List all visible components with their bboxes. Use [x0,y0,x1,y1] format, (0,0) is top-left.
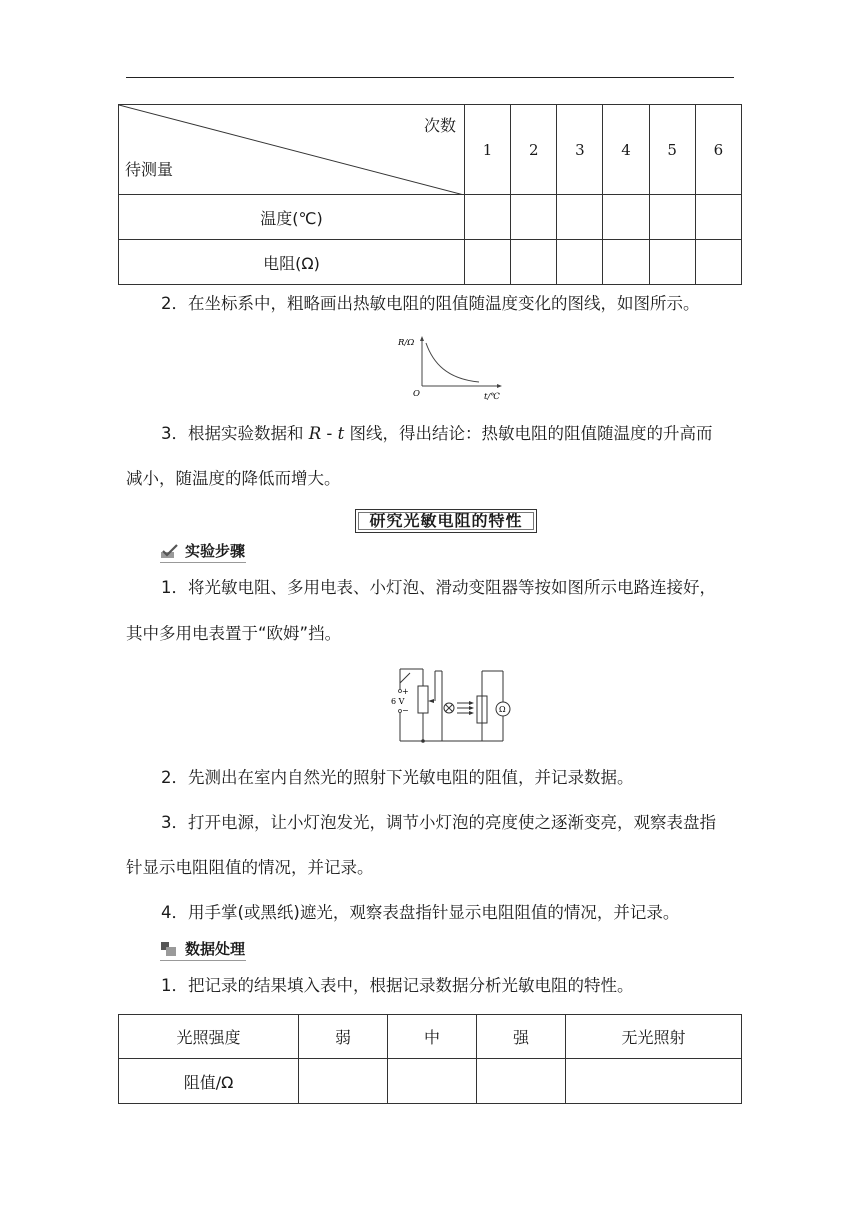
table-cell [557,195,603,240]
header-light-intensity: 光照强度 [119,1015,299,1059]
paragraph-3-line2: 减小，随温度的降低而增大。 [126,469,341,488]
heading1-underline [160,562,246,563]
var-t: t [337,424,345,443]
table-cell [603,240,649,285]
table-cell [477,1059,566,1104]
para3-dash: - [321,424,338,443]
processing-1: 1．把记录的结果填入表中，根据记录数据分析光敏电阻的特性。 [161,976,634,995]
graph-origin: O [413,389,420,399]
para3-suffix: 图线，得出结论：热敏电阻的阻值随温度的升高而 [344,424,713,443]
graph-ylabel: R/Ω [398,338,415,348]
circuit-plus: + [402,687,409,696]
heading-experiment-steps [160,541,245,561]
column-header: 3 [557,105,603,195]
circuit-diagram [390,661,520,746]
step-1-line1: 1．将光敏电阻、多用电表、小灯泡、滑动变阻器等按如图所示电路连接好， [161,578,716,597]
row-label-resistance-value: 阻值/Ω [119,1059,299,1104]
heading2-underline [160,960,246,961]
var-r: R [308,424,322,443]
light-intensity-table [118,1014,742,1104]
table-cell [566,1059,742,1104]
table-cell [603,195,649,240]
table-cell [511,195,557,240]
table-cell [695,195,741,240]
heading1-label: 实验步骤 [185,542,246,560]
row-label-resistance: 电阻(Ω) [119,240,465,285]
column-header: 1 [465,105,511,195]
table-cell [649,195,695,240]
resistance-temperature-graph [395,333,515,403]
header-weak: 弱 [299,1015,388,1059]
table-cell [299,1059,388,1104]
table-cell [649,240,695,285]
table-cell [388,1059,477,1104]
heading2-label: 数据处理 [185,940,246,958]
corner-bottom-label: 待测量 [125,160,174,179]
step-4: 4．用手掌(或黑纸)遮光，观察表盘指针显示电阻阻值的情况，并记录。 [161,903,680,922]
diagonal-line [119,105,464,195]
circuit-minus: − [402,706,409,715]
checkmark-icon [160,543,182,559]
section-title: 研究光敏电阻的特性 [355,509,537,533]
circuit-voltage: 6 V [391,697,405,706]
header-strong: 强 [477,1015,566,1059]
para3-prefix: 3．根据实验数据和 [161,424,309,443]
paragraph-3 [161,424,771,444]
square-bullet-icon [160,941,182,957]
column-header: 6 [695,105,741,195]
column-header: 5 [649,105,695,195]
top-rule [126,77,734,78]
ohm-meter-label: Ω [499,705,506,714]
table-cell [511,240,557,285]
paragraph-2: 2．在坐标系中，粗略画出热敏电阻的阻值随温度变化的图线，如图所示。 [161,294,700,313]
row-label-temperature: 温度(℃) [119,195,465,240]
temperature-resistance-table [118,104,742,285]
table-cell [465,195,511,240]
table-cell [557,240,603,285]
heading-data-processing [160,939,245,959]
corner-top-label: 次数 [423,116,456,135]
column-header: 2 [511,105,557,195]
step-3-line2: 针显示电阻阻值的情况，并记录。 [126,858,374,877]
table-cell [465,240,511,285]
header-no-light: 无光照射 [566,1015,742,1059]
step-2: 2．先测出在室内自然光的照射下光敏电阻的阻值，并记录数据。 [161,768,634,787]
step-1-line2: 其中多用电表置于“欧姆”挡。 [126,624,342,643]
graph-xlabel: t/℃ [484,392,500,402]
column-header: 4 [603,105,649,195]
table-cell [695,240,741,285]
header-medium: 中 [388,1015,477,1059]
diagonal-header-cell [119,105,465,195]
decay-curve [426,343,479,382]
step-3-line1: 3．打开电源，让小灯泡发光，调节小灯泡的亮度使之逐渐变亮，观察表盘指 [161,813,716,832]
